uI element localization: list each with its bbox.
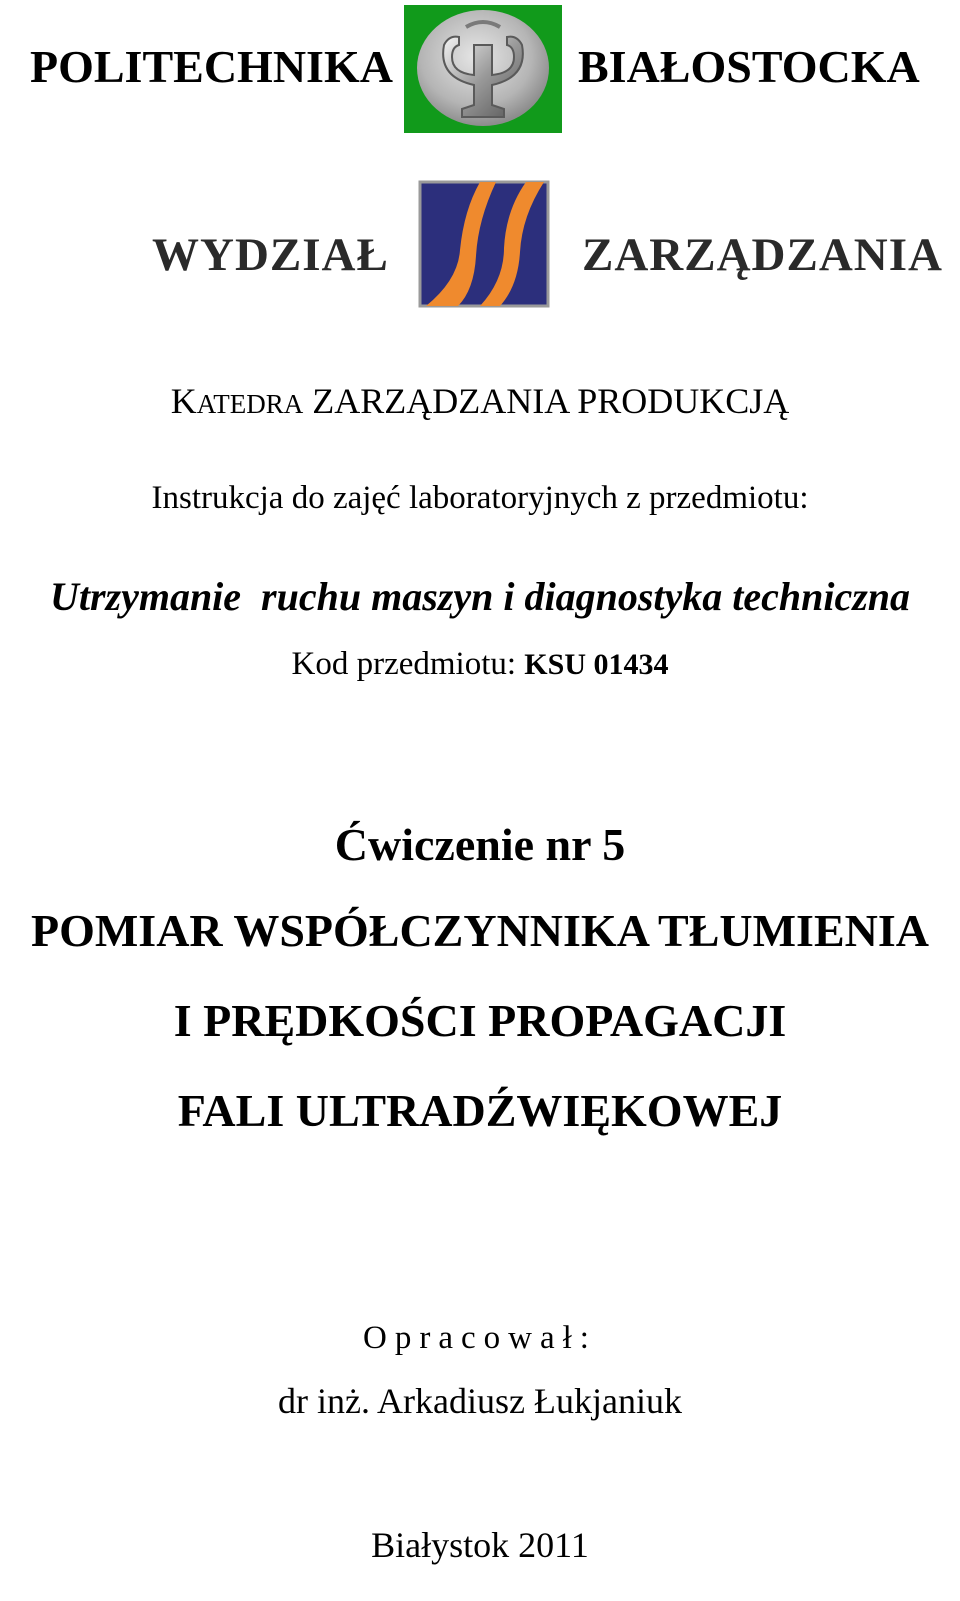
department-word-rest: ATEDRA	[196, 389, 304, 419]
faculty-name-left: WYDZIAŁ	[152, 229, 389, 281]
subject-code-label: Kod przedmiotu:	[291, 646, 517, 682]
author-name: dr inż. Arkadiusz Łukjaniuk	[278, 1381, 682, 1421]
instruction-line: Instrukcja do zajęć laboratoryjnych z przedmiotu:	[151, 480, 809, 516]
department-initial: K	[170, 381, 197, 421]
subject-code	[0, 646, 960, 683]
university-name-left: POLITECHNIKA	[30, 41, 393, 92]
exercise-title-line-1: POMIAR WSPÓŁCZYNNIKA TŁUMIENIA	[31, 905, 929, 956]
exercise-title-line-3: FALI ULTRADŹWIĘKOWEJ	[177, 1085, 783, 1136]
place-and-year: Białystok 2011	[371, 1525, 589, 1565]
university-emblem-icon	[404, 5, 562, 133]
university-name-right: BIAŁOSTOCKA	[578, 41, 920, 92]
department-name	[0, 380, 960, 422]
faculty-name-right: ZARZĄDZANIA	[582, 229, 943, 281]
department-title: ZARZĄDZANIA PRODUKCJĄ	[312, 381, 790, 421]
subject-code-value: KSU 01434	[524, 648, 669, 681]
subject-title: Utrzymanie ruchu maszyn i diagnostyka techniczna	[49, 574, 911, 619]
prepared-by-label: Opracował:	[363, 1320, 597, 1356]
exercise-number: Ćwiczenie nr 5	[334, 819, 626, 870]
faculty-logo-icon	[418, 180, 550, 308]
exercise-title-line-2: I PRĘDKOŚCI PROPAGACJI	[173, 995, 787, 1046]
